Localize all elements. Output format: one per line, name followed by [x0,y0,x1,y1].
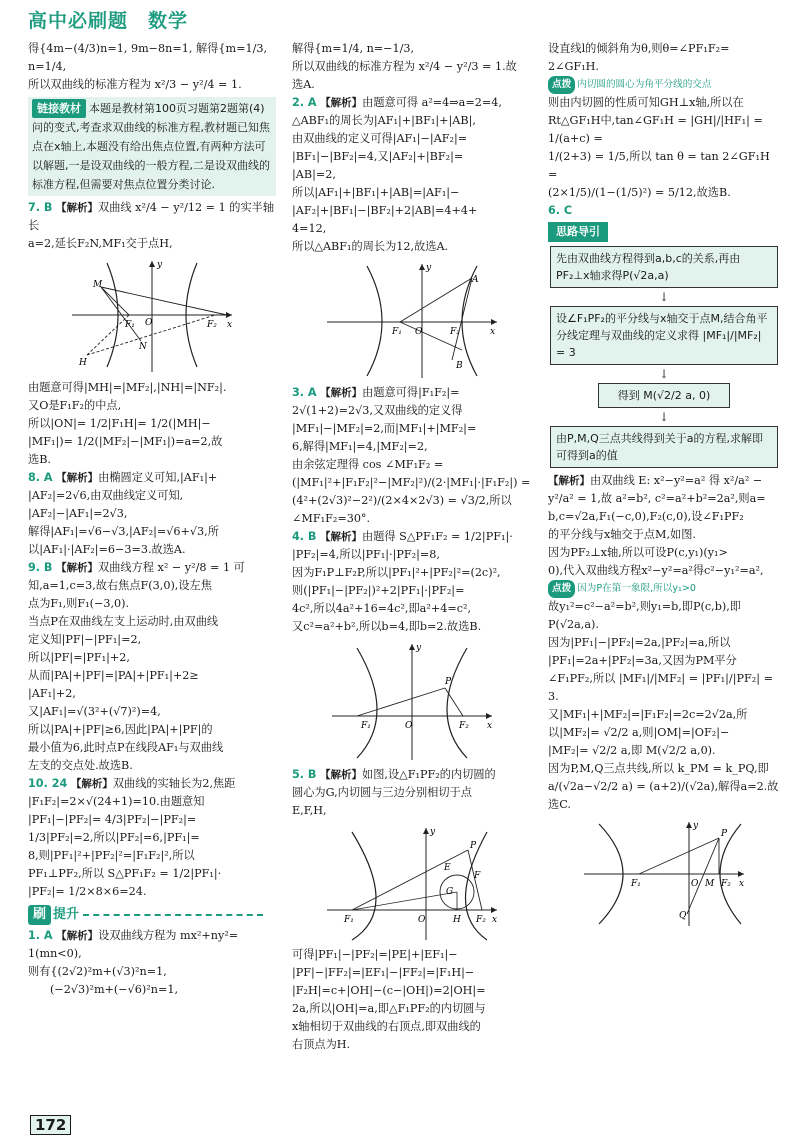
q5-line-2: E,F,H, [292,804,327,817]
q8-line-4: 以|AF₁|·|AF₂|=6−3=3.故选A. [28,543,186,556]
flow-arrow-down-icon: ↓ [658,410,670,424]
fig6-label-p: P [721,829,728,839]
q4-line-1: |PF₂|=4,所以|PF₁|·|PF₂|=8, [292,548,440,561]
q9-line-3: 当点P在双曲线左支上运动时,由双曲线 [28,615,219,628]
q5-after-1: |PF|−|FF₂|=|EF₁|−|FF₂|=|F₁H|− [292,966,475,979]
header-title: 高中必刷题 数学 [28,10,189,32]
q9-line-7: |AF₁|+2, [28,687,76,700]
q10-line-0: 双曲线的实轴长为2,焦距 [112,777,236,790]
q4-line-3: 则(|PF₁|−|PF₂|)²+2|PF₁|·|PF₂|= [292,584,465,597]
q2-hyperbola-figure [322,260,502,380]
q1-tag: 【解析】 [56,930,99,942]
fig6-label-f1: F₁ [631,879,641,889]
q2-line-7: 4=12, [292,222,327,235]
fig7-label-h: H [79,358,87,368]
q9-line-11: 左支的交点处.故选B. [28,759,133,772]
fig6-label-f2: F₂ [721,879,731,889]
textbook-link-note [28,97,276,196]
fig5-label-h: H [453,915,461,925]
c3-mid-line-0: 则由内切圆的性质可知GH⊥x轴,所以在 [548,96,744,109]
q3-line-4: 由余弦定理得 cos ∠MF₁F₂ = [292,458,444,471]
q4-tag: 【解析】 [320,531,363,543]
fig6-label-y: y [693,821,699,831]
q4-line-0: 由题得 S△PF₁F₂ = 1/2|PF₁|· [362,530,513,543]
q7-number: 7. B [28,201,53,214]
q5-after-0: 可得|PF₁|−|PF₂|=|PE|+|EF₁|− [292,948,458,961]
q7-line-0: 双曲线 x²/4 − y²/12 = 1 的实半轴长 [28,201,275,232]
fig4-label-p: P [445,677,452,687]
q10-line-1: |F₁F₂|=2×√(24+1)=10.由题意知 [28,795,205,808]
q1-line-2: 则有{(2√2)²m+(√3)²n=1, [28,965,167,978]
page-number: 172 [30,1115,71,1135]
q6-after-8: 因为P,M,Q三点共线,所以 k_PM = k_PQ,即 [548,762,769,775]
q10-line-3: 1/3|PF₂|=2,所以|PF₂|=6,|PF₁|= [28,831,200,844]
note-title: 链接教材 [32,99,86,118]
q8-number: 8. A [28,471,53,484]
fig7-label-n: N [139,342,147,352]
q9-line-10: 最小值为6,此时点P在线段AF₁与双曲线 [28,741,224,754]
q6-after-7: |MF₂|= √2/2 a,即 M(√2/2 a,0). [548,744,716,757]
q4-line-2: 因为F₁P⊥F₂P,所以|PF₁|²+|PF₂|²=(2c)², [292,566,501,579]
q2-tag: 【解析】 [320,97,363,109]
q8-line-2: |AF₂|−|AF₁|=2√3, [28,507,128,520]
q9-line-1: 知,a=1,c=3,故右焦点F(3,0),设左焦 [28,579,212,592]
q5-after-2: |F₂H|=c+|OH|−(c−|OH|)=2|OH|= [292,984,486,997]
q3-line-2: |MF₁|−|MF₂|=2,而|MF₁|+|MF₂|= [292,422,477,435]
q5-after-3: 2a,所以|OH|=a,即△F₁PF₂的内切圆与 [292,1002,486,1015]
section-divider [83,914,263,916]
q5-incircle-figure [322,824,502,942]
q6-after-4: ∠F₁PF₂,所以 |MF₁|/|MF₂| = |PF₁|/|PF₂| = 3. [548,672,773,703]
section-title: 提升 [53,907,80,922]
q6-line-3: 的平分线与x轴交于点M,如图. [548,528,696,541]
q2-line-6: |AF₂|+|BF₁|−|BF₂|+2|AB|=4+4+ [292,204,478,217]
q6-line-5: 0),代入双曲线方程x²−y²=a²得c²−y₁²=a², [548,564,764,577]
fig7-label-f2: F₂ [207,320,217,330]
q10-line-5: PF₁⊥PF₂,所以 S△PF₁F₂ = 1/2|PF₁|· [28,867,222,880]
q6-after-9: a/(√2a−√2/2 a) = (a+2)/(√2a),解得a=2.故选C. [548,780,779,811]
q9-line-4: 定义知|PF|−|PF₁|=2, [28,633,142,646]
c2-top-line-0: 解得{m=1/4, n=−1/3, [292,42,415,55]
q3-line-3: 6,解得|MF₁|=4,|MF₂|=2, [292,440,428,453]
q6-line-0: 由双曲线 E: x²−y²=a² 得 x²/a² − [590,474,763,487]
column-2 [292,40,532,1054]
q6-after-2: 因为|PF₁|−|PF₂|=2a,|PF₂|=a,所以 [548,636,731,649]
fig2-label-f2: F₂ [450,327,460,337]
fig4-label-f1: F₁ [361,721,371,731]
c3-top-line-0: 设直线l的倾斜角为θ,则θ=∠PF₁F₂= [548,42,730,55]
column-3 [548,40,780,932]
q3-line-6: (4²+(2√3)²−2²)/(2×4×2√3) = √3/2,所以∠MF₁F₂=30°. [292,494,512,525]
q6-hyperbola-figure [579,818,749,928]
q9-line-6: 从而|PA|+|PF|=|PA|+|PF₁|+2≥ [28,669,199,682]
q6-line-1: y²/a² = 1,故 a²=b², c²=a²+b²=2a²,则a= [548,492,766,505]
flow-chart [548,246,780,468]
q10-line-6: |PF₂|= 1/2×8×6=24. [28,885,147,898]
fig2-label-x: x [490,327,496,337]
fig5-label-f: F [474,871,481,881]
q2-line-3: |BF₁|−|BF₂|=4,又|AF₂|+|BF₂|= [292,150,464,163]
c3-top-line-1: 2∠GF₁H. [548,60,599,73]
fig7-label-f1: F₁ [125,320,135,330]
q2-line-1: △ABF₁的周长为|AF₁|+|BF₁|+|AB|, [292,114,476,127]
q6-line-4: 因为PF₂⊥x轴,所以可设P(c,y₁)(y₁> [548,546,728,559]
flow-step-2: 设∠F₁PF₂的平分线与x轴交于点M,结合角平分线定理与双曲线的定义求得 |MF₁|/|MF₂| = 3 [550,306,778,365]
q3-line-5: (|MF₁|²+|F₁F₂|²−|MF₂|²)/(2·|MF₁|·|F₁F₂|) = [292,476,531,489]
fig5-label-o: O [418,915,426,925]
q6-after-5: 又|MF₁|+|MF₂|=|F₁F₂|=2c=2√2a,所 [548,708,748,721]
flow-step-4: 由P,M,Q三点共线得到关于a的方程,求解即可得到a的值 [550,426,778,468]
q10-line-2: |PF₁|−|PF₂|= 4/3|PF₂|−|PF₂|= [28,813,197,826]
fig5-label-y: y [430,827,436,837]
q3-line-1: 2√(1+2)=2√3,又双曲线的定义得 [292,404,463,417]
fig5-label-x: x [492,915,498,925]
q5-tag: 【解析】 [320,769,363,781]
fig6-label-m: M [705,879,715,889]
flow-step-1: 先由双曲线方程得到a,b,c的关系,再由PF₂⊥x轴求得P(√2a,a) [550,246,778,288]
q1-number: 1. A [28,929,53,942]
q5-line-0: 如图,设△F₁PF₂的内切圆的 [362,768,496,781]
fig5-label-f1: F₁ [344,915,354,925]
q5-after-5: 右顶点为H. [292,1038,351,1051]
q9-line-2: 点为F₁,则F₁(−3,0). [28,597,130,610]
q7-after-0: 由题意可得|MH|=|MF₂|,|NH|=|NF₂|. [28,381,227,394]
fig4-label-f2: F₂ [459,721,469,731]
q5-number: 5. B [292,768,317,781]
q2-line-4: |AB|=2, [292,168,336,181]
guide-title: 思路导引 [548,222,608,242]
fig4-label-y: y [416,643,422,653]
tip-quadrant [548,580,780,598]
q6-after-3: |PF₁|=2a+|PF₂|=3a,又因为PM平分 [548,654,737,667]
section-badge: 刷 [28,905,51,925]
fig4-label-o: O [405,721,413,731]
column-1 [28,40,276,999]
q5-after-4: x轴相切于双曲线的右顶点,即双曲线的 [292,1020,481,1033]
fig5-label-f2: F₂ [476,915,486,925]
tip-quadrant-text: 因为P在第一象限,所以y₁>0 [577,583,697,594]
fig2-label-y: y [426,263,432,273]
q2-line-5: 所以|AF₁|+|BF₁|+|AB|=|AF₁|− [292,186,460,199]
fig2-label-o: O [415,327,423,337]
c1-top-line-0: 得{4m−(4/3)n=1, 9m−8n=1, 解得{m=1/3, n=1/4, [28,42,268,73]
q8-line-3: 解得|AF₁|=√6−√3,|AF₂|=√6+√3,所 [28,525,219,538]
c2-top-line-2: 选A. [292,78,315,91]
fig7-label-y: y [157,260,163,270]
q4-hyperbola-figure [327,640,497,762]
q4-line-4: 4c²,所以4a²+16=4c²,即a²+4=c², [292,602,471,615]
fig5-label-p: P [470,841,477,851]
q6-number: 6. C [548,204,573,217]
q9-line-8: 又|AF₁|=√(3²+(√7)²)=4, [28,705,161,718]
q10-line-4: 8,则|PF₁|²+|PF₂|²=|F₁F₂|²,所以 [28,849,195,862]
tip-icon: 点拨 [548,76,575,94]
fig7-label-o: O [145,318,153,328]
flow-arrow-down-icon: ↓ [658,290,670,304]
fig2-label-b: B [456,361,463,371]
q9-line-5: 所以|PF|=|PF₁|+2, [28,651,130,664]
page-header [28,6,780,36]
section-header [28,905,276,925]
fig4-label-x: x [487,721,493,731]
fig2-label-a: A [472,275,479,285]
c2-top-line-1: 所以双曲线的标准方程为 x²/4 − y²/3 = 1.故 [292,60,517,73]
q5-line-1: 圆心为G,内切圆与三边分别相切于点 [292,786,472,799]
fig5-label-g: G [446,887,454,897]
q6-tag: 【解析】 [548,475,590,487]
q6-after-0: 故y₁²=c²−a²=b²,则y₁=b,即P(c,b),即 [548,600,741,613]
q8-tag: 【解析】 [56,472,99,484]
q7-hyperbola-figure [67,257,237,375]
q9-number: 9. B [28,561,53,574]
flow-arrow-down-icon: ↓ [658,367,670,381]
flow-step-3: 得到 M(√2/2 a, 0) [598,383,730,408]
q7-after-1: 又O是F₁F₂的中点, [28,399,122,412]
q10-number: 10. 24 [28,777,68,790]
q7-after-4: 选B. [28,453,51,466]
tip-icon: 点拨 [548,580,575,598]
tip-incircle [548,76,780,94]
tip-incircle-text: 内切圆的圆心为角平分线的交点 [577,79,712,90]
q2-line-2: 由双曲线的定义可得|AF₁|−|AF₂|= [292,132,468,145]
q1-line-0: 设双曲线方程为 mx²+ny²= [98,929,239,942]
q6-after-6: 以|MF₂|= √2/2 a,则|OM|=|OF₂|− [548,726,730,739]
q7-tag: 【解析】 [56,202,99,214]
q8-line-0: 由椭圆定义可知,|AF₁|+ [98,471,218,484]
fig5-label-e: E [444,863,451,873]
q2-number: 2. A [292,96,317,109]
c3-mid-line-1: Rt△GF₁H中,tan∠GF₁H = |GH|/|HF₁| = 1/(a+c) = [548,114,763,145]
fig2-label-f1: F₁ [392,327,402,337]
q10-tag: 【解析】 [70,778,113,790]
fig7-label-x: x [227,320,233,330]
q4-line-5: 又c²=a²+b²,所以b=4,即b=2.故选B. [292,620,482,633]
q9-line-9: 所以|PA|+|PF|≥6,因此|PA|+|PF|的 [28,723,213,736]
q2-line-8: 所以△ABF₁的周长为12,故选A. [292,240,449,253]
q3-tag: 【解析】 [320,387,363,399]
q7-after-2: 所以|ON|= 1/2|F₁H|= 1/2(|MH|− [28,417,211,430]
q7-line-1: a=2,延长F₂N,MF₁交于点H, [28,237,173,250]
q4-number: 4. B [292,530,317,543]
fig6-label-x: x [739,879,745,889]
q9-line-0: 双曲线方程 x² − y²/8 = 1 可 [98,561,245,574]
c3-mid-line-3: (2×1/5)/(1−(1/5)²) = 5/12,故选B. [548,186,731,199]
c3-mid-line-2: 1/(2+3) = 1/5,所以 tan θ = tan 2∠GF₁H = [548,150,770,181]
q9-tag: 【解析】 [56,562,99,574]
q2-line-0: 由题意可得 a²=4⇒a=2=4, [362,96,502,109]
note-text: 本题是教材第100页习题第2题第(4)问的变式,考查求双曲线的标准方程,教材题已知焦点在x轴上,本题没有给出焦点位置,有两种方法可以解题,一是设双曲线的一般方程,二是设双曲线的标准方程,但需要对焦点位置分类讨论. [32,102,270,191]
q3-number: 3. A [292,386,317,399]
c1-top-line-1: 所以双曲线的标准方程为 x²/3 − y²/4 = 1. [28,78,242,91]
q6-after-1: P(√2a,a). [548,618,599,631]
q3-line-0: 由题意可得|F₁F₂|= [362,386,460,399]
q7-after-3: |MF₁|)= 1/2(|MF₂|−|MF₁|)=a=2,故 [28,435,223,448]
fig7-label-m: M [93,280,103,290]
fig6-label-q: Q [679,911,687,921]
q1-line-3: (−2√3)²m+(−√6)²n=1, [50,983,179,996]
q6-line-2: b,c=√2a,F₁(−c,0),F₂(c,0),设∠F₁PF₂ [548,510,744,523]
fig6-label-o: O [691,879,699,889]
q1-line-1: 1(mn<0), [28,947,82,960]
q8-line-1: |AF₂|=2√6,由双曲线定义可知, [28,489,184,502]
